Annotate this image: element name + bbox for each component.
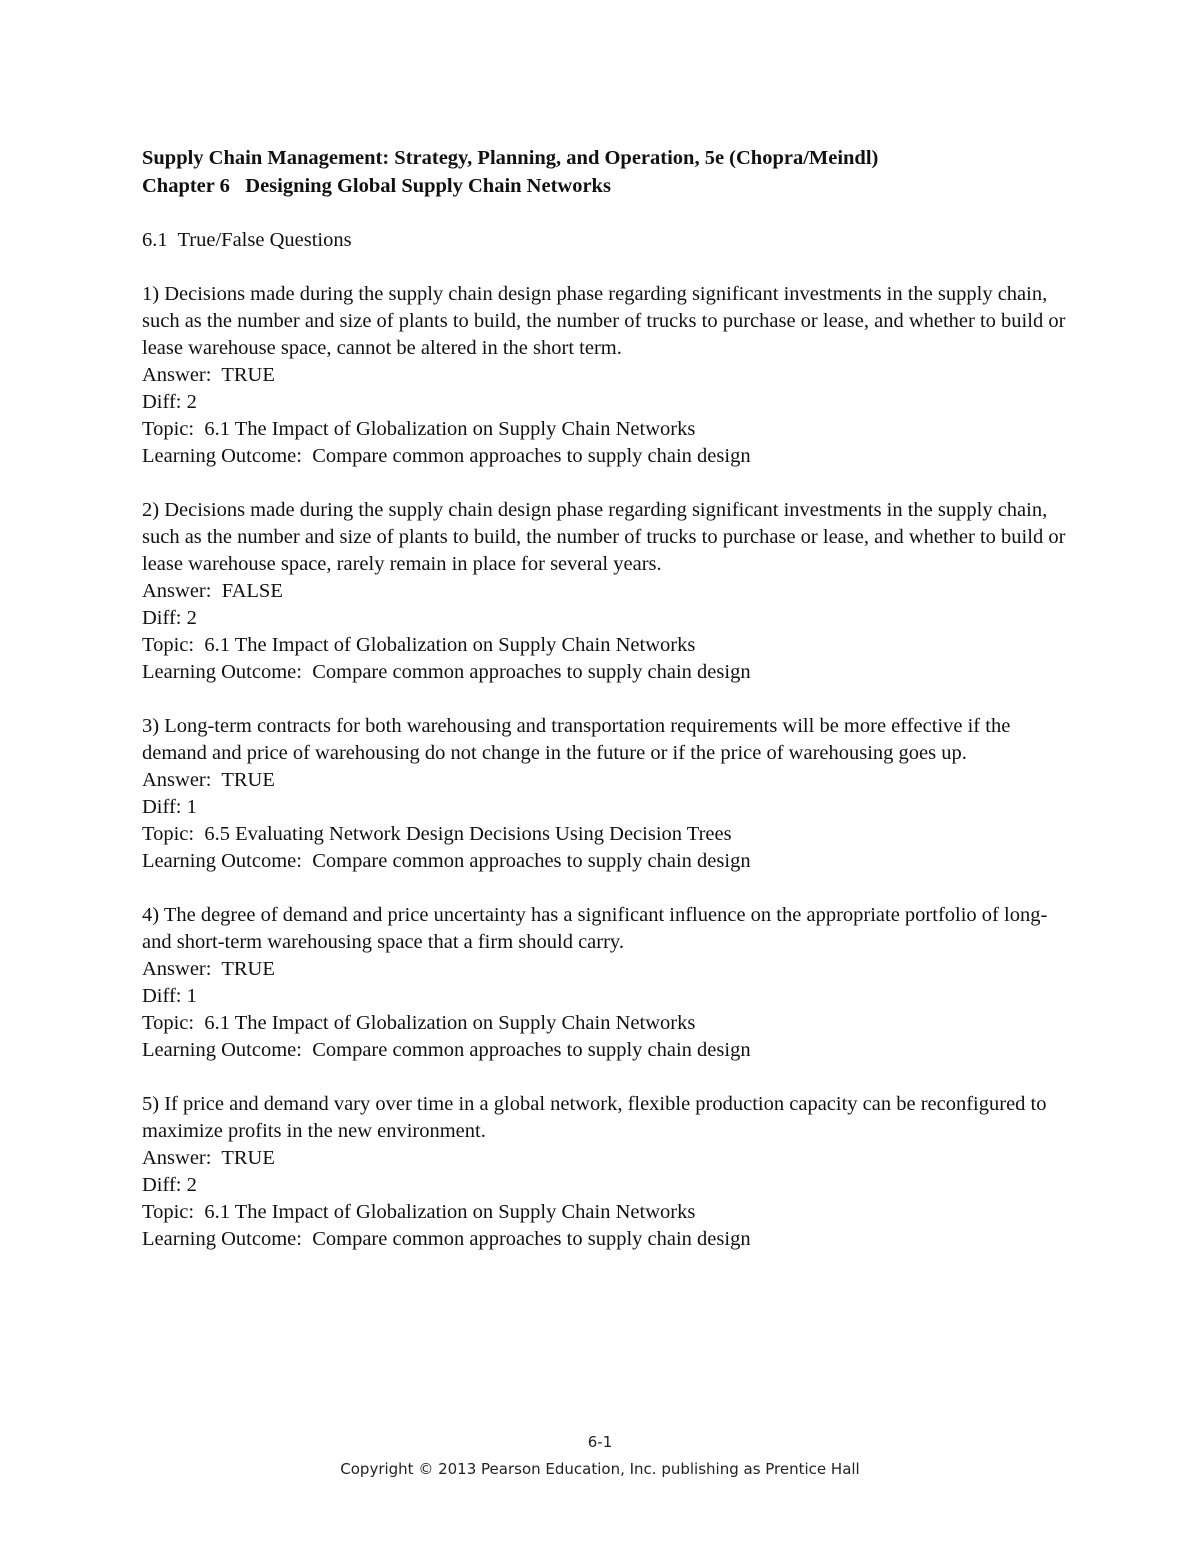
chapter-title: Chapter 6 Designing Global Supply Chain Networks [142,175,611,197]
question-answer: Answer: TRUE [142,769,275,791]
question-1 [142,281,1072,470]
question-text: 5) If price and demand vary over time in a global network, flexible production capacity can be reconfigured to maximize profits in the new environment. [142,1093,1047,1142]
question-difficulty: Diff: 2 [142,1174,197,1196]
question-learning-outcome: Learning Outcome: Compare common approaches to supply chain design [142,661,751,683]
question-text: 3) Long-term contracts for both warehousing and transportation requirements will be more effective if the demand and price of warehousing do not change in the future or if the price of warehousing goes up. [142,715,1011,764]
question-answer: Answer: TRUE [142,364,275,386]
book-title: Supply Chain Management: Strategy, Planning, and Operation, 5e (Chopra/Meindl) [142,147,879,169]
question-difficulty: Diff: 2 [142,607,197,629]
question-answer: Answer: TRUE [142,958,275,980]
question-5 [142,1091,1072,1253]
question-text: 2) Decisions made during the supply chain design phase regarding significant investments in the supply chain, such as the number and size of plants to build, the number of trucks to purchase or lease, and whether to build or lease warehouse space, rarely remain in place for several years. [142,499,1066,575]
copyright-notice: Copyright © 2013 Pearson Education, Inc. publishing as Prentice Hall [340,1460,860,1478]
question-2 [142,497,1072,686]
question-difficulty: Diff: 1 [142,985,197,1007]
page-number: 6-1 [587,1433,613,1451]
question-text: 4) The degree of demand and price uncertainty has a significant influence on the appropriate portfolio of long- and short-term warehousing space that a firm should carry. [142,904,1048,953]
question-learning-outcome: Learning Outcome: Compare common approaches to supply chain design [142,445,751,467]
section-title: 6.1 True/False Questions [142,229,352,251]
question-topic: Topic: 6.1 The Impact of Globalization on Supply Chain Networks [142,1012,696,1034]
question-difficulty: Diff: 1 [142,796,197,818]
question-topic: Topic: 6.1 The Impact of Globalization on Supply Chain Networks [142,634,696,656]
question-learning-outcome: Learning Outcome: Compare common approaches to supply chain design [142,850,751,872]
question-text: 1) Decisions made during the supply chain design phase regarding significant investments in the supply chain, such as the number and size of plants to build, the number of trucks to purchase or lease, and whether to build or lease warehouse space, cannot be altered in the short term. [142,283,1066,359]
question-learning-outcome: Learning Outcome: Compare common approaches to supply chain design [142,1228,751,1250]
question-difficulty: Diff: 2 [142,391,197,413]
document-page [142,144,1072,1253]
question-3 [142,713,1072,875]
question-answer: Answer: FALSE [142,580,283,602]
question-topic: Topic: 6.1 The Impact of Globalization on Supply Chain Networks [142,1201,696,1223]
question-4 [142,902,1072,1064]
question-answer: Answer: TRUE [142,1147,275,1169]
question-topic: Topic: 6.5 Evaluating Network Design Decisions Using Decision Trees [142,823,732,845]
question-learning-outcome: Learning Outcome: Compare common approaches to supply chain design [142,1039,751,1061]
question-topic: Topic: 6.1 The Impact of Globalization on Supply Chain Networks [142,418,696,440]
